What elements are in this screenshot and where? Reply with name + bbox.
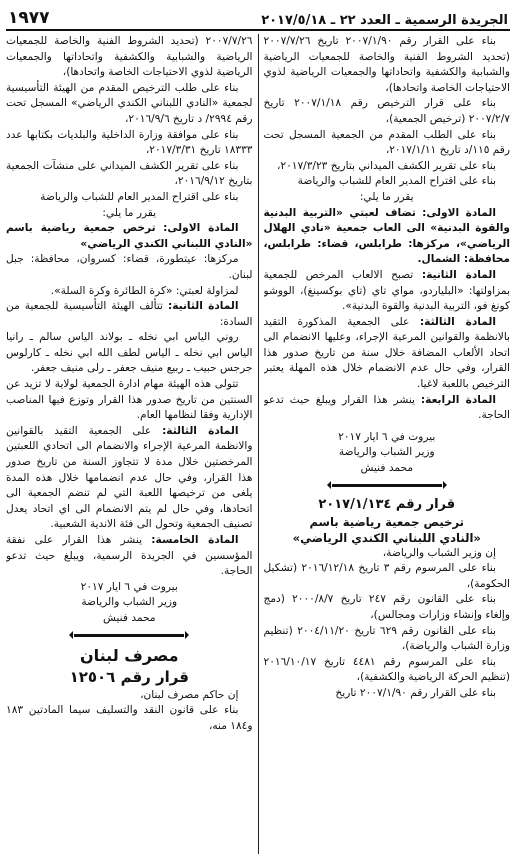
bank-line-2: بناء على قانون النقد والتسليف سيما المادتين ١٨٣ و١٨٤ منه، — [6, 704, 253, 732]
decision-2-line-3: بناء على القانون رقم ٢٤٧ تاريخ ٢٠٠٠/٨/٧ (دمج وإلغاء وإنشاء وزارات ومجالس)، — [263, 593, 510, 621]
decides-line: يقرر ما يلي: — [359, 190, 414, 203]
column-rule — [258, 34, 259, 854]
right-column — [264, 34, 511, 854]
l-article-1-label: المادة الاولى: — [163, 222, 239, 235]
l-article-3-text: على الجمعية التقيد بالقوانين والانظمة المرعية الإجراء والانضمام الى اتحادي اللعبتين المرخصتين خلال مدة لا تتجاوز السنة من تاريخ صدور هذا القرار، وفي حال عدم انضمامها خلال هذه المدة يلغى من ترخيصها اللعبة التي لم تنضم الجمعية الى اتحادها، وفي حال لم يتم الانضمام الى اي اتحاد يعدل تصنيف الجمعية وتحول الى فئة الاندية الشعبية. — [6, 424, 253, 531]
divider-bar-2 — [74, 634, 184, 637]
l-signature-date: بيروت في ٦ ايار ٢٠١٧ — [80, 580, 178, 593]
l-signature-title: وزير الشباب والرياضة — [81, 596, 178, 609]
decision-2-title: قرار رقم ٢٠١٧/١/١٣٤ — [318, 496, 456, 512]
signature-name: محمد فنيش — [360, 462, 414, 475]
l-article-1-games: لمزاولة لعبتي: «كرة الطائرة وكرة السلة». — [50, 284, 239, 297]
preamble-cont-2: بناء على طلب الترخيص المقدم من الهيئة التأسيسية لجمعية «النادي اللبناني الكندي الرياضي» المسجل تحت رقم ٢٩٩٤/ د تاريخ ٢٠١٦/٩/٦، — [6, 81, 253, 125]
l-article-1-text: ترخص جمعية رياضية باسم «النادي اللبناني الكندي الرياضي» — [6, 222, 253, 250]
article-2 — [264, 268, 511, 315]
gazette-title: الجريدة الرسمية ـ العدد ٢٢ ـ ٢٠١٧/٥/١٨ — [261, 13, 508, 28]
l-article-5-text: ينشر هذا القرار على نفقة المؤسسين في الجريدة الرسمية، ويبلغ حيث تدعو الحاجة. — [6, 534, 253, 578]
article-3-text: على الجمعية المذكورة التقيد بالانظمة والقوانين المرعية الإجراء، وعليها الانضمام الى اتحاد الألعاب المضافة خلال سنة من تاريخ صدور هذا القرار، وفي حال عدم الانضمام خلال هذه المهلة يعتبر الترخيص باللعبة لاغيا. — [263, 315, 510, 391]
divider-bar — [332, 484, 442, 487]
preamble-cont-4: بناء على تقرير الكشف الميداني على منشآت الجمعية بتاريخ ٢٠١٦/٩/١٢، — [6, 159, 253, 188]
article-2-text: تصبح الالعاب المرخص للجمعية بمزاولتها: «البلياردو، مواي تاي (تاي بوكسينغ)، الووشو كونغ فو، التربية البدنية والقوة البدنية». — [263, 268, 510, 313]
bank-line-1: إن حاكم مصرف لبنان، — [140, 688, 239, 701]
signature-date: بيروت في ٦ ايار ٢٠١٧ — [338, 430, 436, 443]
decision-2-line-4: بناء على القانون رقم ٦٢٩ تاريخ ٢٠٠٤/١١/٢٠ (تنظيم وزارة الشباب والرياضة)، — [263, 624, 510, 653]
founding-members: روني الياس ابي نخله ـ بولاند الياس سالم ـ رانيا الياس ابي نخله ـ الياس لطف الله ابي نخله ـ كارلوس جرجس حبيب ـ ربيع منيف جعفر ـ رلى منيف جعفر. — [6, 331, 253, 375]
bank-decision-number: قرار رقم ١٢٥٠٦ — [69, 667, 189, 686]
article-2-label: المادة الثانية: — [421, 268, 496, 281]
preamble-1: بناء على القرار رقم ٢٠٠٧/١/٩٠ تاريخ ٢٠٠٧/٧/٢٦ (تحديد الشروط الفنية والخاصة للجمعيات الرياضية والشبابية والكشفية واتحاداتها والجمعيات الرياضية لذوي الاحتياجات الخاصة واتحادها)، — [263, 35, 510, 94]
page-number: ١٩٧٧ — [8, 8, 50, 28]
left-column — [6, 34, 253, 854]
article-4 — [264, 393, 511, 424]
decision-2-line-5: بناء على المرسوم رقم ٤٤٨١ تاريخ ٢٠١٦/١٠/١٧ (تنظيم الحركة الرياضية والكشفية)، — [263, 655, 510, 684]
l-article-5-label: المادة الخامسة: — [151, 534, 239, 546]
l-signature-name: محمد فنيش — [102, 611, 156, 624]
section-divider-2 — [6, 627, 253, 645]
article-3 — [264, 315, 511, 393]
article-1-text: تضاف لعبتي «التربية البدنية والقوة البدنية» الى العاب جمعية «نادي الهلال الرياضي»، مركزها: طرابلس، قضاء: طرابلس، محافظة: الشمال. — [263, 206, 510, 266]
l-article-2-text: تتألف الهيئة التأسيسية للجمعية من السادة: — [6, 300, 253, 328]
l-article-1-location: مركزها: عيتطورة، قضاء: كسروان، محافظة: جبل لبنان. — [6, 253, 253, 281]
section-divider — [264, 477, 511, 495]
article-1 — [264, 206, 511, 268]
article-1-label: المادة الاولى: — [422, 206, 496, 219]
preamble-cont-3: بناء على موافقة وزارة الداخلية والبلديات بكتابها عدد ١٨٣٣٣ تاريخ ٢٠١٧/٣/٣١، — [6, 128, 253, 157]
preamble-5: بناء على اقتراح المدير العام للشباب والرياضة — [297, 175, 496, 188]
decision-2-subtitle-2: «النادي اللبناني الكندي الرياضي» — [292, 530, 481, 545]
preamble-cont-5: بناء على اقتراح المدير العام للشباب والرياضة — [40, 190, 239, 203]
bank-heading: مصرف لبنان — [79, 645, 179, 665]
preamble-2: بناء على قرار الترخيص رقم ٢٠٠٧/١/١٨ تاريخ ٢٠٠٧/٢/٧ (ترخيص الجمعية)، — [263, 97, 510, 125]
decision-2-line-1: إن وزير الشباب والرياضة، — [382, 546, 496, 559]
decision-2-line-2: بناء على المرسوم رقم ٣ تاريخ ٢٠١٦/١٢/١٨ (تشكيل الحكومة)، — [263, 562, 510, 590]
l-article-5 — [6, 533, 253, 580]
management-term: تتولى هذه الهيئة مهام ادارة الجمعية لولاية لا تزيد عن السنتين من تاريخ صدور هذا القرار وتوزع فيها المناصب الإدارية وفقا لنظامها العام. — [6, 378, 253, 422]
article-4-text: ينشر هذا القرار ويبلغ حيث تدعو الحاجة. — [263, 393, 510, 422]
l-article-1 — [6, 221, 253, 252]
l-article-2 — [6, 299, 253, 330]
decides-line-2: يقرر ما يلي: — [102, 206, 157, 219]
decision-2-line-6: بناء على القرار رقم ٢٠٠٧/١/٩٠ تاريخ — [335, 686, 496, 699]
preamble-3: بناء على الطلب المقدم من الجمعية المسجل تحت رقم ١١٥/د تاريخ ٢٠١٧/١/١١، — [263, 128, 510, 157]
decision-2-subtitle-1: ترخيص جمعية رياضية باسم — [309, 514, 465, 529]
l-article-2-label: المادة الثانية: — [167, 300, 239, 313]
preamble-cont-1: ٢٠٠٧/٧/٢٦ (تحديد الشروط الفنية والخاصة للجمعيات الرياضية والشبابية والكشفية واتحاداتها والجمعيات الرياضية لذوي الاحتياجات الخاصة واتحادها)، — [6, 35, 253, 79]
article-4-label: المادة الرابعة: — [420, 393, 496, 406]
l-article-3-label: المادة الثالثة: — [162, 424, 239, 437]
columns — [6, 34, 510, 854]
signature-title: وزير الشباب والرياضة — [338, 446, 435, 459]
preamble-4: بناء على تقرير الكشف الميداني بتاريخ ٢٠١٧/٣/٢٣، — [276, 159, 496, 172]
page-header — [6, 4, 510, 31]
article-3-label: المادة الثالثة: — [419, 315, 497, 328]
l-article-3 — [6, 424, 253, 533]
